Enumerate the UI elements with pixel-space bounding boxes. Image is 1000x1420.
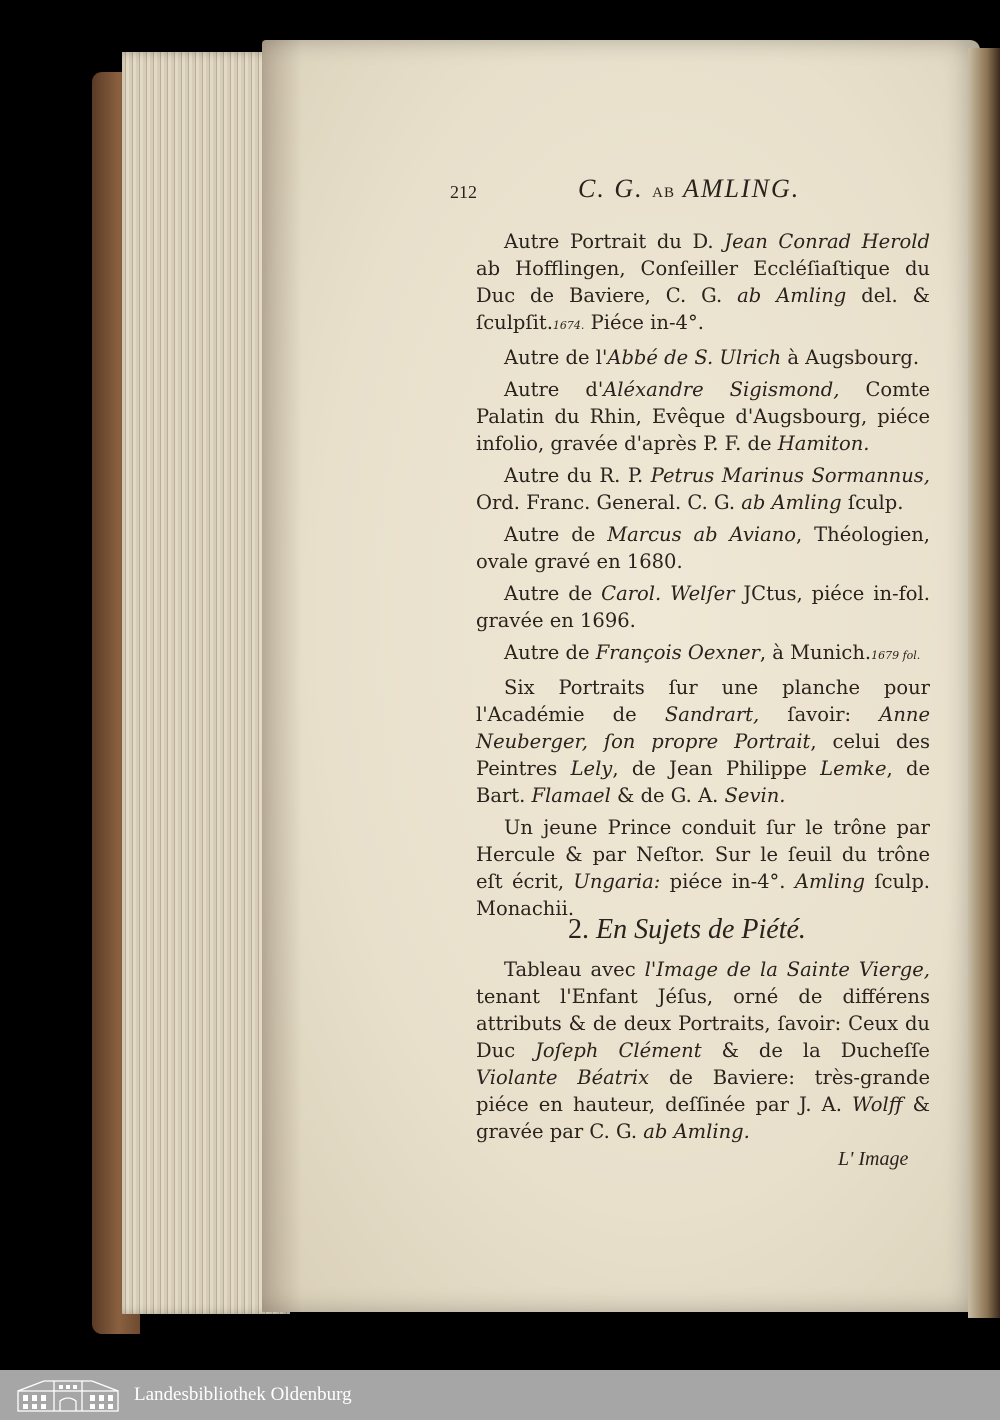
text-block-pious-subjects (476, 956, 930, 1150)
section-number: 2. (568, 914, 589, 945)
catalog-entry: Autre Portrait du D. Jean Conrad Herold ab Hofflingen, Conſeiller Eccléſiaſtique du Duc de Baviere, C. G. ab Amling del. & ſculpſit.1674. Piéce in-4°. (476, 230, 931, 334)
catalog-entry: Autre du R. P. Petrus Marinus Sormannus, Ord. Franc. General. C. G. ab Amling ſculp. (476, 464, 930, 514)
running-header (450, 174, 940, 206)
running-title-name: AMLING. (683, 174, 801, 203)
page-number: 212 (450, 182, 477, 202)
catalog-entry: Autre de l'Abbé de S. Ulrich à Augsbourg. (504, 346, 920, 369)
facing-page-edge (968, 48, 1000, 1318)
text-block-portraits (476, 228, 930, 927)
section-heading (568, 914, 868, 946)
gutter-shadow (262, 40, 302, 1312)
catalog-entry: Autre de Carol. Welſer JCtus, piéce in-fol. gravée en 1696. (476, 582, 930, 632)
library-footer-bar (0, 1370, 1000, 1420)
library-building-logo-icon (14, 1377, 122, 1413)
running-title (578, 174, 800, 204)
library-name: Landesbibliothek Oldenburg (134, 1384, 352, 1405)
catchword: L' Image (838, 1148, 909, 1170)
running-title-initials: C. G. (578, 174, 644, 203)
catalog-entry: Autre de François Oexner, à Munich.1679 fol. (504, 641, 921, 664)
catalog-entry: Un jeune Prince conduit ſur le trône par Hercule & par Neſtor. Sur le ſeuil du trône eſt écrit, Ungaria: piéce in-4°. Amling ſculp. Monachii. (476, 816, 930, 920)
catalog-entry: Tableau avec l'Image de la Sainte Vierge, tenant l'Enfant Jéſus, orné de différens attributs & de deux Portraits, ſavoir: Ceux du Duc Joſeph Clément & de la Ducheſſe Violante Béatrix de Baviere: très-grande piéce en hauteur, deſſinée par J. A. Wolff & gravée par C. G. ab Amling. (476, 958, 930, 1143)
section-title-text: En Sujets de Piété. (596, 914, 806, 945)
running-title-ab: AB (652, 185, 675, 201)
catalog-entry: Six Portraits ſur une planche pour l'Académie de Sandrart, ſavoir: Anne Neuberger, ſon propre Portrait, celui des Peintres Lely, de Jean Philippe Lemke, de Bart. Flamael & de G. A. Sevin. (476, 676, 931, 807)
catalog-entry: Autre d'Aléxandre Sigismond, Comte Palatin du Rhin, Evêque d'Augsbourg, piéce infolio, gravée d'après P. F. de Hamiton. (476, 378, 930, 455)
catalog-entry: Autre de Marcus ab Aviano, Théologien, ovale gravé en 1680. (476, 523, 930, 573)
